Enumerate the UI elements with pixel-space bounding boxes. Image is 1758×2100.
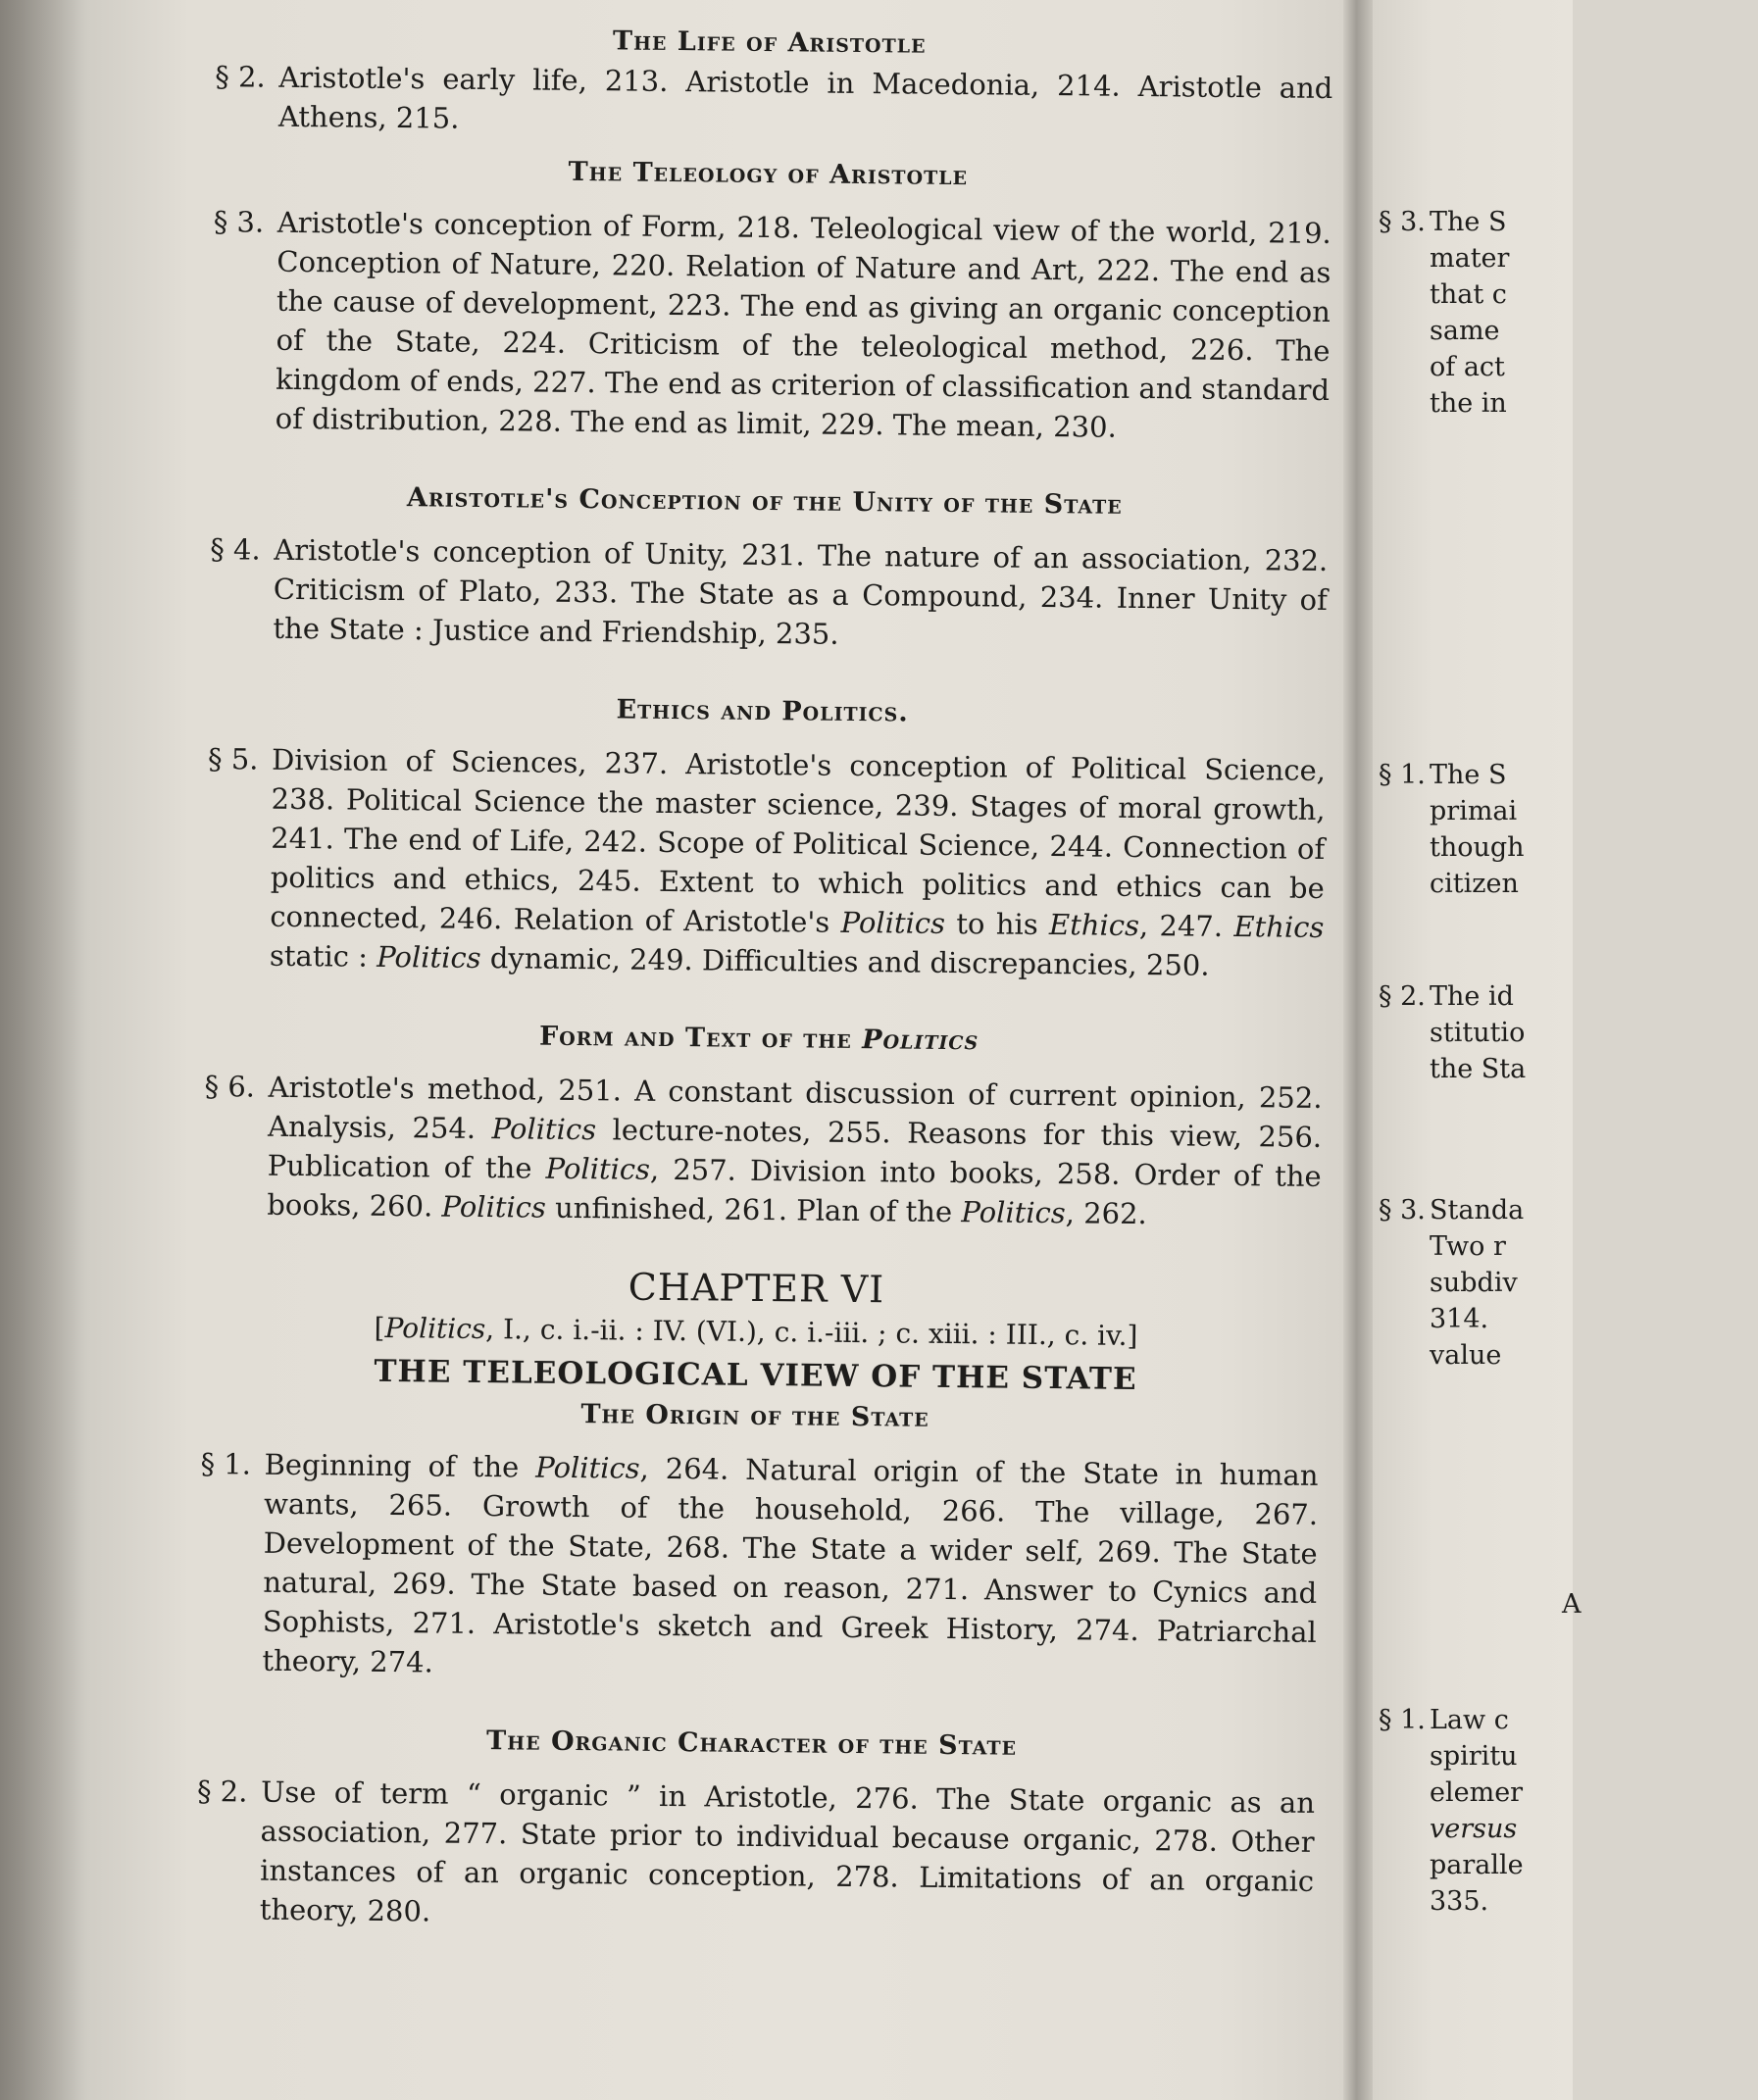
section-number: § 2. [1379, 981, 1426, 1012]
line: of act [1430, 352, 1505, 382]
line: paralle [1430, 1850, 1524, 1880]
right-page [1373, 0, 1582, 2100]
line: Two r [1430, 1231, 1506, 1262]
section-number: § 5. [207, 742, 259, 776]
section-6 [193, 1067, 1323, 1235]
right-block-4 [1379, 1192, 1626, 1374]
right-block-5 [1562, 1586, 1758, 1623]
line: mater [1430, 243, 1510, 274]
line: A [1562, 1589, 1582, 1620]
line: subdiv [1430, 1268, 1518, 1298]
line: elemer [1430, 1777, 1524, 1808]
heading-life-of-aristotle: The Life of Aristotle [612, 25, 927, 60]
section-3 [202, 202, 1331, 449]
line: The S [1430, 760, 1507, 790]
section-number: § 2. [196, 1775, 248, 1809]
section-number: § 1. [200, 1447, 252, 1481]
line: the Sta [1430, 1054, 1527, 1084]
section-number: § 3. [1379, 207, 1426, 237]
right-block-6 [1379, 1702, 1626, 1920]
heading-ethics-and-politics: Ethics and Politics. [616, 694, 909, 728]
section-number: § 1. [1379, 1705, 1426, 1735]
section-number: § 6. [204, 1070, 256, 1104]
section-number: § 1. [1379, 760, 1426, 790]
section-number: § 4. [210, 532, 261, 567]
section-number: § 3. [213, 205, 265, 239]
chapter6-section-2 [186, 1772, 1316, 1940]
section-text: Aristotle's conception of Unity, 231. The nature of an association, 232. Criticism of Plato, 233. The State as a Compound, 234. Inner Unity of the State : Justice and Friendship, 235. [273, 532, 1329, 651]
line: 314. [1430, 1304, 1489, 1334]
book-gutter [1343, 0, 1373, 2100]
line: value [1430, 1340, 1502, 1371]
line: same [1430, 316, 1500, 346]
line: Law c [1430, 1705, 1509, 1735]
finger-shadow [0, 0, 88, 2100]
heading-unity-of-state: Aristotle's Conception of the Unity of the State [406, 482, 1123, 521]
line: though [1430, 832, 1525, 863]
right-block-1 [1379, 204, 1626, 422]
section-2 [205, 57, 1333, 147]
section-number: § 2. [215, 60, 266, 94]
line: Standa [1430, 1195, 1525, 1225]
line: that c [1430, 279, 1507, 310]
section-text: Aristotle's early life, 213. Aristotle in Macedonia, 214. Aristotle and Athens, 215. [277, 60, 1333, 135]
section-4 [199, 529, 1328, 659]
heading-teleology: The Teleology of Aristotle [568, 156, 969, 192]
line: The id [1430, 981, 1514, 1012]
line: the in [1430, 388, 1507, 419]
right-block-3 [1379, 978, 1626, 1087]
line: 335. [1430, 1886, 1489, 1917]
chapter-title: THE TELEOLOGICAL VIEW OF THE STATE [374, 1353, 1137, 1398]
section-text: Aristotle's method, 251. A constant discussion of current opinion, 252. Analysis, 254. Politics lecture-notes, 255. Reasons for this view, 256. Publication of the Politics, 257. Division into books, 258. Order of the books, 260. Politics unfinished, 261. Plan of the Politics, 262. [267, 1070, 1323, 1231]
section-5 [196, 739, 1326, 986]
section-number: § 3. [1379, 1195, 1426, 1225]
line: primai [1430, 796, 1518, 826]
line: The S [1430, 207, 1507, 237]
heading-origin-of-state: The Origin of the State [580, 1399, 929, 1433]
chapter-reference: [Politics, I., c. i.-ii. : IV. (VI.), c. i.-iii. ; c. xiii. : III., c. iv.] [374, 1311, 1138, 1353]
line: versus [1430, 1814, 1518, 1844]
section-text: Use of term “ organic ” in Aristotle, 276. The State organic as an association, 277. State prior to individual because organic, 278. Other instances of an organic conception, 278. Limitations of an organic theory, 280. [259, 1775, 1316, 1928]
chapter-heading: CHAPTER VI [628, 1265, 885, 1312]
line: stitutio [1430, 1018, 1526, 1048]
section-text: Beginning of the Politics, 264. Natural origin of the State in human wants, 265. Growth of the household, 266. The village, 267. Development of the State, 268. The State a wider self, 269. The State natural, 269. The State based on reason, 271. Answer to Cynics and Sophists, 271. Aristotle's sketch and Greek History, 274. Patriarchal theory, 274. [262, 1447, 1319, 1679]
heading-organic-character: The Organic Character of the State [485, 1725, 1018, 1762]
line: citizen [1430, 869, 1519, 899]
heading-form-and-text: Form and Text of the Politics [538, 1021, 979, 1057]
right-block-2 [1379, 757, 1626, 902]
section-text: Division of Sciences, 237. Aristotle's conception of Political Science, 238. Political Science the master science, 239. Stages of moral growth, 241. The end of Life, 242. Scope of Political Science, 244. Connection of politics and ethics, 245. Extent to which politics and ethics can be connected, 246. Relation of Aristotle's Politics to his Ethics, 247. Ethics static : Politics dynamic, 249. Difficulties and discrepancies, 250. [269, 742, 1327, 982]
section-text: Aristotle's conception of Form, 218. Teleological view of the world, 219. Conception of Nature, 220. Relation of Nature and Art, 222. The end as the cause of development, 223. The end as giving an organic conception of the State, 224. Criticism of the teleological method, 226. The kingdom of ends, 227. The end as criterion of classification and standard of distribution, 228. The end as limit, 229. The mean, 230. [275, 205, 1331, 444]
chapter6-section-1 [188, 1444, 1318, 1691]
contents-text [186, 18, 1333, 1940]
line: spiritu [1430, 1741, 1518, 1772]
